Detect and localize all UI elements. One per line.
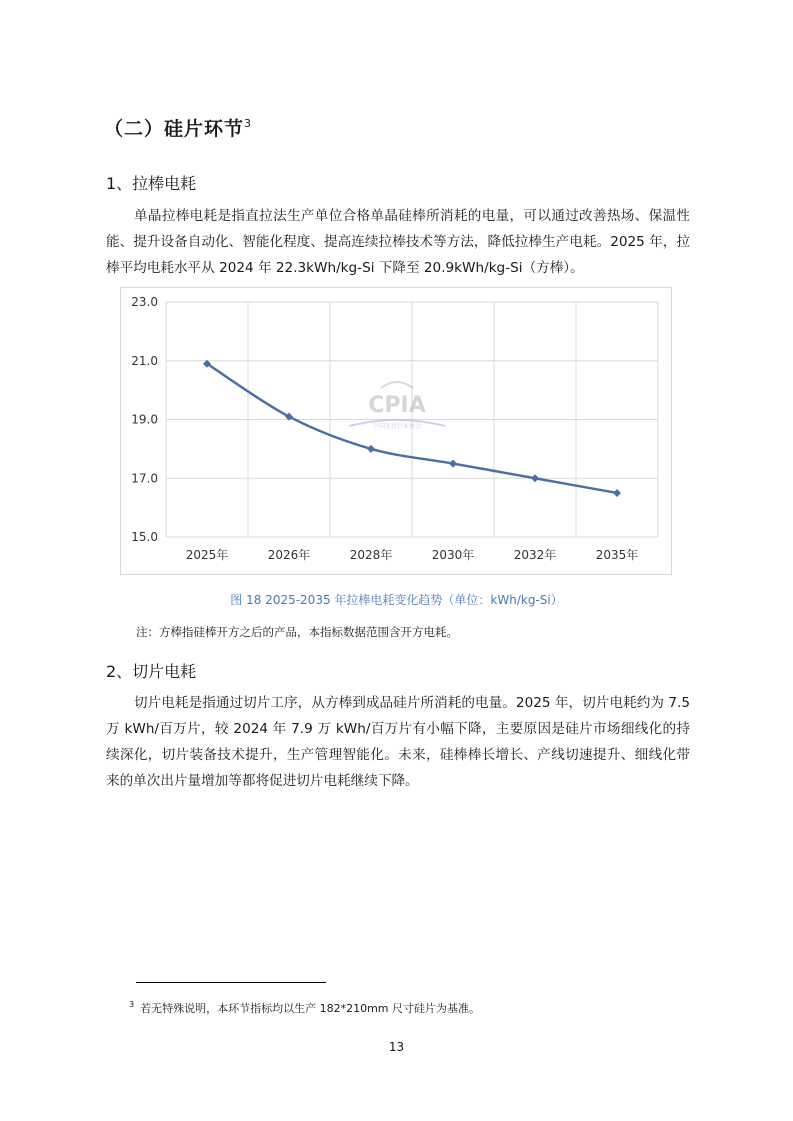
footnote-divider — [136, 982, 326, 983]
y-axis-ticks — [131, 295, 158, 544]
x-tick-label: 2035年 — [595, 548, 639, 562]
subsection-heading-slicing: 2、切片电耗 — [106, 662, 197, 681]
x-tick-label: 2025年 — [185, 548, 229, 562]
data-point-marker — [613, 489, 621, 497]
figure-caption: 图 18 2025-2035 年拉棒电耗变化趋势（单位：kWh/kg-Si） — [230, 593, 563, 607]
y-tick-label: 17.0 — [131, 471, 158, 486]
figure-note: 注：方棒指硅棒开方之后的产品，本指标数据范围含开方电耗。 — [136, 625, 458, 639]
paragraph-pulling-power: 单晶拉棒电耗是指直拉法生产单位合格单晶硅棒所消耗的电量，可以通过改善热场、保温性能、提升设备自动化、智能化程度、提高连续拉棒技术等方法，降低拉棒生产电耗。2025 年，拉棒平均电耗水平从 2024 年 22.3kWh/kg-Si 下降至 20.9kWh/kg-Si（方棒）。 — [106, 208, 690, 276]
footnote-text: 若无特殊说明，本环节指标均以生产 182*210mm 尺寸硅片为基准。 — [140, 1002, 481, 1015]
section-heading: （二）硅片环节$^3$ — [104, 117, 253, 140]
footnote-marker: 3 — [129, 1000, 135, 1009]
svg-text:中国光伏行业协会: 中国光伏行业协会 — [372, 423, 422, 430]
footnote — [129, 1000, 480, 1016]
cpia-watermark — [349, 382, 445, 430]
svg-text:CPIA: CPIA — [368, 393, 426, 418]
x-tick-label: 2030年 — [431, 548, 475, 562]
footnote-ref[interactable]: 3 — [244, 117, 253, 130]
y-tick-label: 15.0 — [131, 530, 158, 544]
paragraph-slicing-power: 切片电耗是指通过切片工序，从方棒到成品硅片所消耗的电量。2025 年，切片电耗约为 7.5 万 kWh/百万片，较 2024 年 7.9 万 kWh/百万片有小幅下降，主要原因是硅片市场细线化的持续深化，切片装备技术提升，生产管理智能化。未来，硅棒棒长增长、产线切速提升、细线化带来的单次出片量增加等都将促进切片电耗继续下降。 — [106, 695, 690, 789]
chart-svg — [121, 288, 671, 574]
y-tick-label: 23.0 — [131, 295, 158, 309]
line-chart — [120, 287, 672, 575]
subsection-heading-pulling: 1、拉棒电耗 — [106, 174, 197, 193]
data-point-marker — [449, 460, 457, 468]
chart-grid — [166, 302, 658, 537]
x-tick-label: 2028年 — [349, 548, 393, 562]
y-tick-label: 21.0 — [131, 353, 158, 368]
page-number: 13 — [388, 1040, 405, 1054]
data-point-marker — [367, 445, 375, 453]
x-tick-label: 2026年 — [267, 548, 311, 562]
data-point-marker — [531, 474, 539, 482]
x-axis-ticks — [186, 547, 639, 562]
y-tick-label: 19.0 — [131, 412, 158, 427]
x-tick-label: 2032年 — [513, 548, 557, 562]
